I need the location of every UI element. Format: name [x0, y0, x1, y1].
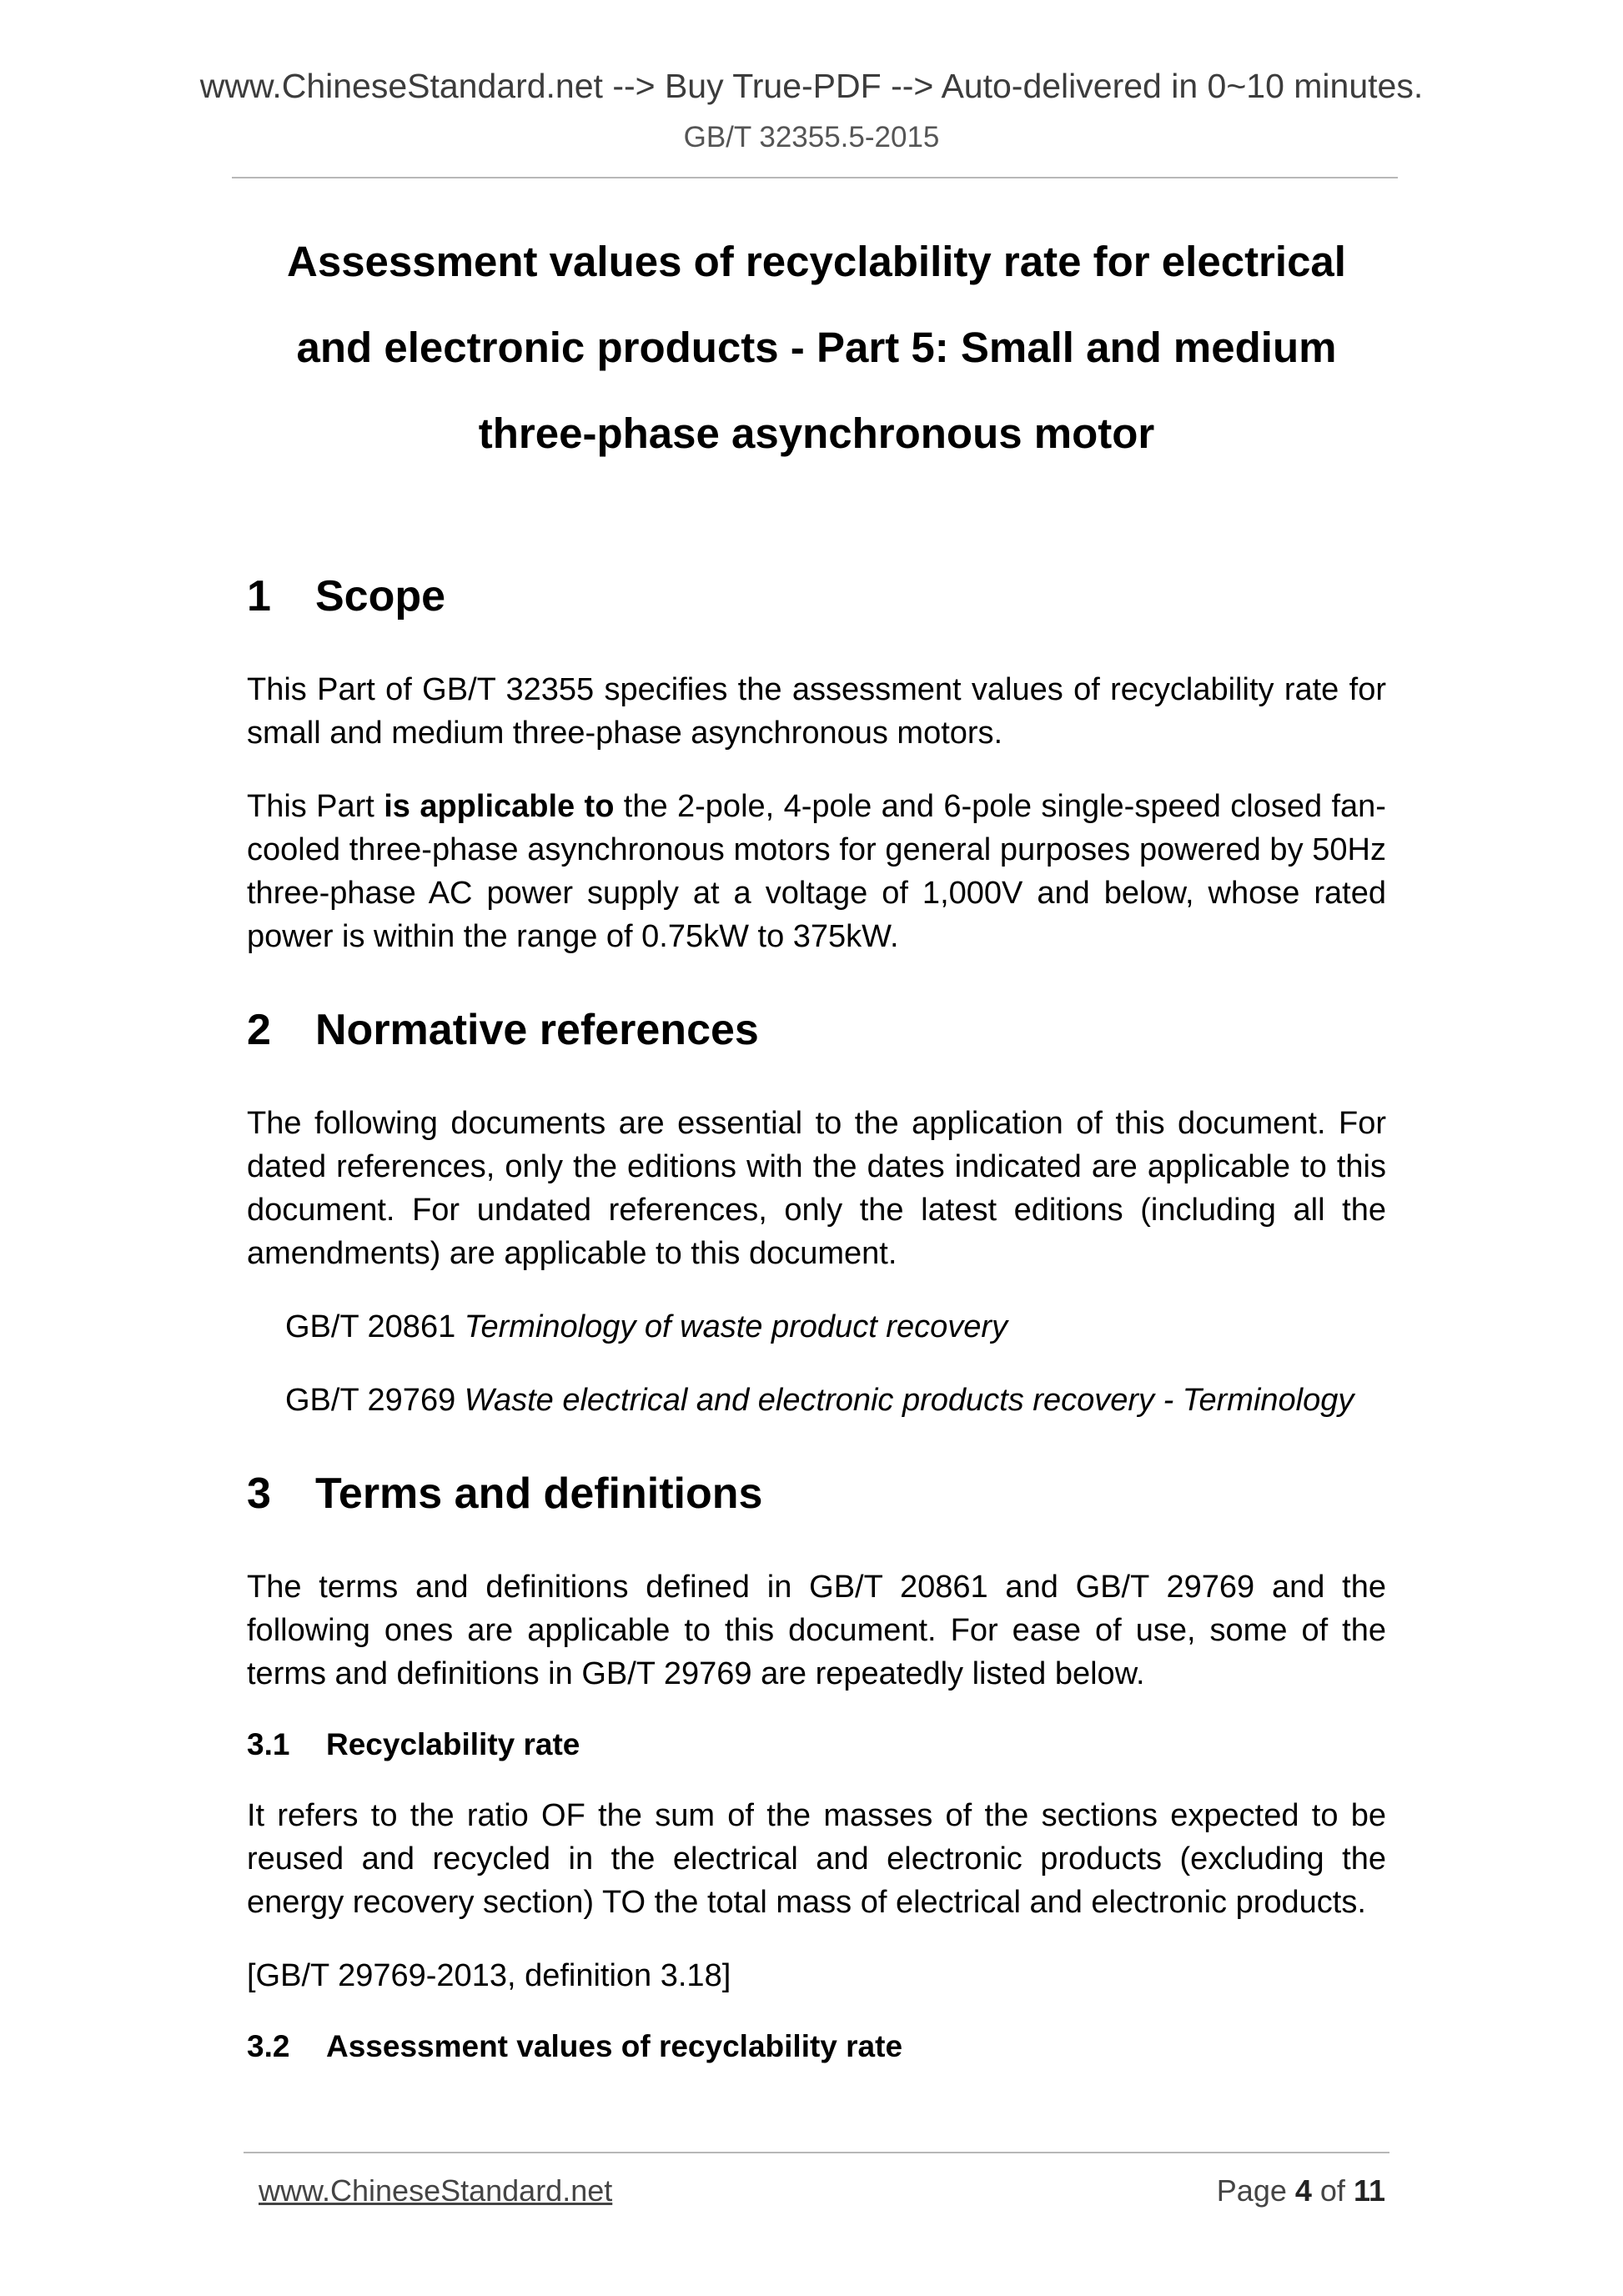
- page-indicator: [1217, 2173, 1385, 2208]
- section-title: Normative references: [315, 1006, 759, 1054]
- section-1-heading: [247, 570, 1386, 623]
- document-title: [247, 219, 1386, 476]
- terms-paragraph: The terms and definitions defined in GB/T 20861 and GB/T 29769 and the following ones are applicable to this document. For ease of use, some of the terms and definitions in GB/T 29769 are repeatedly listed below.: [247, 1570, 1386, 1691]
- subsection-3-1-heading: [247, 1726, 1386, 1764]
- subsection-3-2-heading: [247, 2027, 1386, 2066]
- scope-paragraph-1: This Part of GB/T 32355 specifies the assessment values of recyclability rate for small and medium three-phase asynchronous motors.: [247, 672, 1386, 751]
- section-2-heading: [247, 1003, 1386, 1057]
- section-3-heading: [247, 1467, 1386, 1520]
- subsection-number: 3.1: [247, 1727, 290, 1761]
- page-content: [247, 219, 1386, 2066]
- section-number: 2: [247, 1006, 271, 1054]
- definition-text: It refers to the ratio OF the sum of the masses of the sections expected to be reused and recycled in the electrical and electronic products (excluding the energy recovery section) TO the total mass of electrical and electronic products.: [247, 1798, 1386, 1920]
- section-number: 1: [247, 572, 271, 620]
- title-line-2: and electronic products - Part 5: Small and medium: [296, 324, 1337, 371]
- scope-paragraph-2: [247, 785, 1386, 958]
- title-line-1: Assessment values of recyclability rate for electrical: [287, 238, 1346, 285]
- reference-title: Terminology of waste product recovery: [464, 1309, 1008, 1344]
- page-of: of: [1311, 2173, 1354, 2208]
- reference-code: GB/T 20861: [285, 1309, 465, 1344]
- normative-paragraph: The following documents are essential to the application of this document. For dated references, only the editions with the dates indicated are applicable to this document. For undated references, only the latest editions (including all the amendments) are applicable to this document.: [247, 1106, 1386, 1271]
- reference-code: GB/T 29769: [285, 1383, 465, 1418]
- header-divider: [232, 177, 1398, 178]
- reference-item: [247, 1379, 1386, 1422]
- reference-item: [247, 1305, 1386, 1349]
- page-total: 11: [1353, 2173, 1385, 2208]
- subsection-title: Assessment values of recyclability rate: [326, 2029, 903, 2063]
- scope-p2-text: This Part: [247, 789, 384, 824]
- title-line-3: three-phase asynchronous motor: [478, 409, 1155, 457]
- footer-site-link[interactable]: www.ChineseStandard.net: [259, 2173, 613, 2208]
- page-word: Page: [1216, 2173, 1295, 2208]
- section-number: 3: [247, 1470, 271, 1518]
- definition-source: [GB/T 29769-2013, definition 3.18]: [247, 1958, 731, 1993]
- footer-divider: [244, 2152, 1389, 2153]
- subsection-title: Recyclability rate: [326, 1727, 580, 1761]
- section-title: Terms and definitions: [315, 1470, 763, 1518]
- scope-p2-rest: the 2-pole, 4-pole and 6-pole single-speed closed fan-cooled three-phase asynchronous motors for general purposes powered by 50Hz three-phase AC power supply at a voltage of 1,000V and below, whose rated power is within the range of 0.75kW to 375kW.: [247, 789, 1386, 954]
- reference-title: Waste electrical and electronic products recovery - Terminology: [464, 1383, 1354, 1418]
- scope-p2-bold: is applicable to: [384, 789, 615, 824]
- page-current: 4: [1294, 2173, 1312, 2208]
- section-title: Scope: [315, 572, 446, 620]
- header-banner: www.ChineseStandard.net --> Buy True-PDF --> Auto-delivered in 0~10 minutes.: [199, 67, 1424, 105]
- standard-number: GB/T 32355.5-2015: [683, 121, 940, 153]
- subsection-number: 3.2: [247, 2029, 290, 2063]
